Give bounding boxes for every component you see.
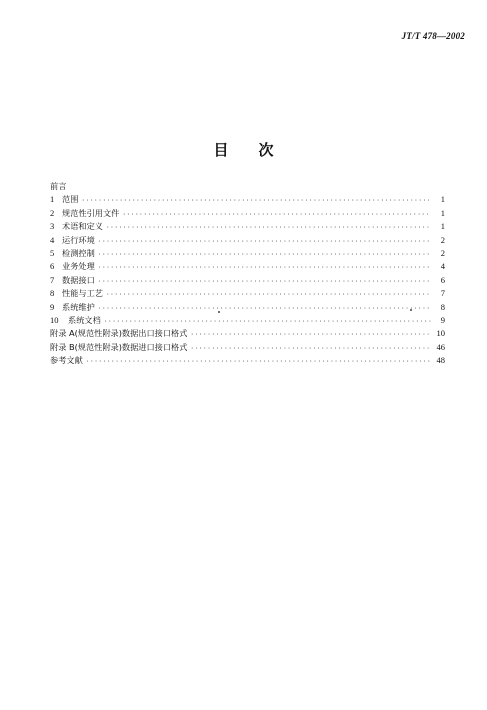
toc-entry-title: 规范性引用文件 [62, 207, 120, 218]
toc-entry-title: 性能与工艺 [62, 288, 103, 299]
dot-leader [104, 315, 431, 328]
toc-entry-appendix-a[interactable] [50, 327, 445, 340]
toc-entry-number: 9 [50, 301, 55, 312]
standard-code: JT/T 478—2002 [401, 31, 465, 41]
toc-entry-page: 8 [440, 301, 445, 312]
toc-entry-10[interactable] [50, 314, 445, 327]
toc-entry-8[interactable] [50, 287, 445, 300]
toc-entry-3[interactable] [50, 220, 445, 233]
toc-entry-title: 系统维护 [62, 301, 95, 312]
toc-entry-page: 10 [436, 328, 445, 339]
toc-entry-title: 业务处理 [62, 261, 95, 272]
scan-speck [410, 309, 412, 311]
toc-entry-appendix-b[interactable] [50, 341, 445, 354]
toc-entry-bibliography[interactable] [50, 354, 445, 367]
dot-leader [190, 328, 431, 341]
dot-leader [81, 194, 431, 207]
toc-entry-page: 46 [436, 341, 445, 352]
toc-entry-number: 10 [50, 314, 59, 325]
toc-entry-number: 4 [50, 234, 55, 245]
toc-entry-title: 检测控制 [62, 247, 95, 258]
toc-entry-number: 5 [50, 247, 55, 258]
toc-entry-title: 参考文献 [50, 355, 83, 366]
toc-entry-title: 前言 [50, 181, 67, 191]
page-title [0, 139, 487, 160]
toc-entry-number: 8 [50, 288, 55, 299]
dot-leader [98, 261, 431, 274]
toc-entry-7[interactable] [50, 274, 445, 287]
dot-leader [122, 208, 431, 221]
toc-entry-number: 6 [50, 261, 55, 272]
toc-entry-4[interactable] [50, 234, 445, 247]
toc-entry-page: 2 [440, 247, 445, 258]
toc-entry-number: 7 [50, 274, 55, 285]
toc-entry-title: 运行环境 [62, 234, 95, 245]
toc-entry-title: 术语和定义 [62, 221, 103, 232]
toc-entry-page: 6 [440, 274, 445, 285]
dot-leader [98, 275, 431, 288]
dot-leader [98, 248, 431, 261]
toc-entry-page: 1 [440, 194, 445, 205]
table-of-contents [50, 180, 445, 367]
scan-speck [218, 311, 220, 313]
toc-entry-2[interactable] [50, 207, 445, 220]
toc-entry-9[interactable] [50, 301, 445, 314]
toc-entry-foreword[interactable] [50, 180, 445, 193]
title-char-2: 次 [258, 141, 274, 159]
toc-entry-number: 1 [50, 194, 55, 205]
dot-leader [190, 342, 431, 355]
toc-entry-page: 1 [440, 207, 445, 218]
toc-entry-title: 范围 [62, 194, 79, 205]
toc-entry-6[interactable] [50, 260, 445, 273]
toc-entry-number: 2 [50, 207, 55, 218]
dot-leader [98, 302, 431, 315]
toc-entry-1[interactable] [50, 193, 445, 206]
toc-entry-page: 2 [440, 234, 445, 245]
toc-entry-page: 4 [440, 261, 445, 272]
toc-entry-title: 附录 A(规范性附录)数据出口接口格式 [50, 328, 188, 339]
toc-entry-page: 1 [440, 221, 445, 232]
toc-entry-page: 9 [440, 314, 445, 325]
toc-entry-page: 7 [440, 288, 445, 299]
toc-entry-page: 48 [436, 355, 445, 366]
toc-entry-number: 3 [50, 221, 55, 232]
toc-entry-title: 数据接口 [62, 274, 95, 285]
dot-leader [106, 288, 431, 301]
dot-leader [98, 235, 431, 248]
dot-leader [86, 355, 431, 368]
toc-entry-title: 系统文档 [68, 314, 101, 325]
dot-leader [106, 221, 431, 234]
toc-entry-title: 附录 B(规范性附录)数据进口接口格式 [50, 341, 188, 352]
toc-entry-5[interactable] [50, 247, 445, 260]
title-char-1: 目 [213, 141, 229, 159]
